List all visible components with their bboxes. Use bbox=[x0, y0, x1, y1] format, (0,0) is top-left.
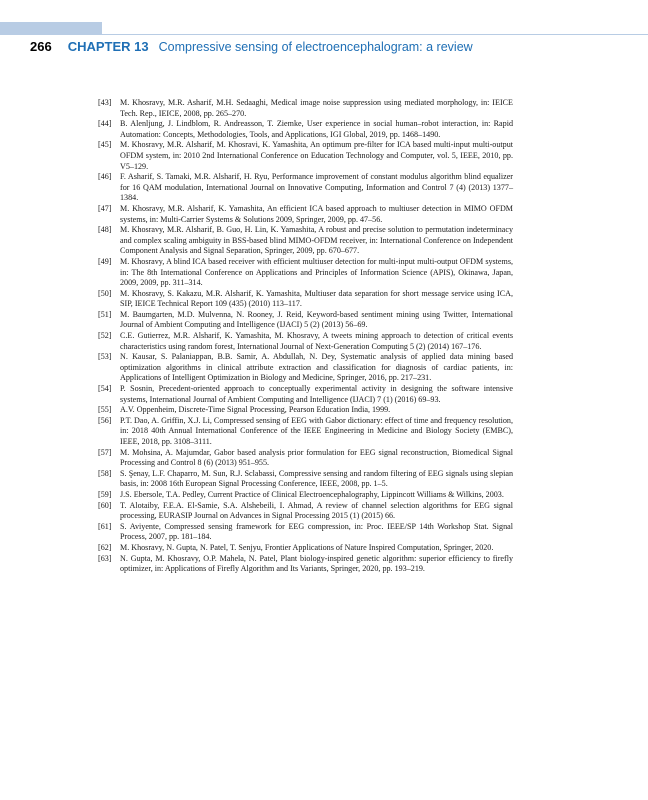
reference-text: M. Khosravy, M.R. Alsharif, B. Guo, H. Lin, K. Yamashita, A robust and precise solution to permutation indeterminacy and complex scaling ambiguity in BSS-based blind MIMO-OFDM receiver, in: International Conference on Independent Component Analysis and Signal Separation, Springer, 2009, pp. 670–677. bbox=[120, 225, 513, 256]
reference-number: [44] bbox=[98, 119, 112, 129]
reference-item bbox=[98, 225, 513, 257]
reference-number: [57] bbox=[98, 447, 112, 457]
reference-number: [54] bbox=[98, 384, 112, 394]
reference-text: M. Khosravy, A blind ICA based receiver with efficient multiuser detection for multi-input multi-output OFDM systems, in: The 8th International Conference on Applications and Principles of Information Science (APIS), Okinawa, Japan, 2009, 2009, pp. 311–314. bbox=[120, 256, 513, 288]
reference-text: B. Alenljung, J. Lindblom, R. Andreasson, T. Ziemke, User experience in social human–robot interaction, in: Rapid Automation: Concepts, Methodologies, Tools, and Applications, IGI Global, 2019, pp. 1468–1490. bbox=[120, 119, 513, 139]
reference-text: M. Khosravy, M.R. Asharif, M.H. Sedaaghi, Medical image noise suppression using mediated morphology, in: IEICE Tech. Rep., IEICE, 2008, pp. 265–270. bbox=[120, 98, 513, 118]
reference-item bbox=[98, 522, 513, 543]
reference-item bbox=[98, 204, 513, 225]
reference-number: [62] bbox=[98, 542, 112, 552]
reference-text: F. Asharif, S. Tamaki, M.R. Alsharif, H. Ryu, Performance improvement of constant modulus algorithm blind equalizer for 16 QAM modulation, International Journal on Innovative Computing, Information and Control 7 (4) (2013) 1377–1384. bbox=[120, 172, 513, 203]
reference-number: [63] bbox=[98, 553, 112, 563]
reference-number: [55] bbox=[98, 405, 112, 415]
reference-number: [43] bbox=[98, 98, 112, 107]
reference-list bbox=[98, 98, 513, 575]
reference-number: [51] bbox=[98, 309, 112, 319]
reference-number: [47] bbox=[98, 203, 112, 213]
reference-item bbox=[98, 257, 513, 289]
reference-item bbox=[98, 289, 513, 310]
reference-number: [48] bbox=[98, 225, 112, 235]
reference-number: [52] bbox=[98, 331, 112, 341]
header-rule bbox=[102, 34, 648, 35]
reference-item bbox=[98, 172, 513, 204]
reference-item bbox=[98, 405, 513, 416]
running-header bbox=[30, 38, 473, 56]
reference-text: S. Aviyente, Compressed sensing framework for EEG compression, in: Proc. IEEE/SP 14th Workshop Stat. Signal Process, 2007, pp. 181–184. bbox=[120, 521, 513, 542]
reference-number: [45] bbox=[98, 140, 112, 150]
reference-item bbox=[98, 98, 513, 119]
reference-number: [53] bbox=[98, 352, 112, 362]
reference-item bbox=[98, 469, 513, 490]
reference-number: [58] bbox=[98, 468, 112, 478]
reference-text: S. Şenay, L.F. Chaparro, M. Sun, R.J. Sclabassi, Compressive sensing and random filtering of EEG signals using slepian basis, in: 2008 16th European Signal Processing Conference, IEEE, 2008, pp. 1–5. bbox=[120, 468, 513, 489]
reference-item bbox=[98, 501, 513, 522]
reference-item bbox=[98, 490, 513, 501]
reference-text: N. Kausar, S. Palaniappan, B.B. Samir, A. Abdullah, N. Dey, Systematic analysis of applied data mining based optimization algorithms in clinical attribute extraction and classification for diagnosis of cardiac patients, in: Applications of Intelligent Optimization in Biology and Medicine, Springer, 2016, pp. 217–231. bbox=[120, 352, 513, 383]
reference-number: [60] bbox=[98, 500, 112, 510]
reference-item bbox=[98, 352, 513, 384]
reference-number: [59] bbox=[98, 489, 112, 499]
reference-text: M. Khosravy, M.R. Alsharif, M. Khosravi, K. Yamashita, An optimum pre-filter for ICA based multi-input multi-output OFDM system, in: 2010 2nd International Conference on Education Technology and Computer, vol. 5, IEEE, 2010, pp. V5–129. bbox=[120, 140, 513, 171]
reference-number: [50] bbox=[98, 288, 112, 298]
reference-text: P. Sosnin, Precedent-oriented approach to conceptually experimental activity in designing the software intensive systems, International Journal of Ambient Computing and Intelligence (IJACI) 7 (1) (2016) 69–93. bbox=[120, 384, 513, 404]
reference-text: N. Gupta, M. Khosravy, O.P. Mahela, N. Patel, Plant biology-inspired genetic algorithm: superior efficiency to firefly optimizer, in: Applications of Firefly Algorithm and Its Variants, Springer, 2020, pp. 193–219. bbox=[120, 553, 513, 574]
page-number: 266 bbox=[30, 39, 52, 54]
reference-text: J.S. Ebersole, T.A. Pedley, Current Practice of Clinical Electroencephalography, Lippincott Williams & Wilkins, 2003. bbox=[120, 489, 504, 499]
reference-number: [46] bbox=[98, 172, 112, 182]
reference-item bbox=[98, 119, 513, 140]
reference-text: M. Khosravy, M.R. Alsharif, K. Yamashita, An efficient ICA based approach to multiuser detection in MIMO OFDM systems, in: Multi-Carrier Systems & Solutions 2009, Springer, 2009, pp. 47–56. bbox=[120, 203, 513, 224]
reference-text: M. Khosravy, N. Gupta, N. Patel, T. Senjyu, Frontier Applications of Nature Inspired Computation, Springer, 2020. bbox=[120, 542, 494, 552]
reference-item bbox=[98, 140, 513, 172]
reference-text: M. Baumgarten, M.D. Mulvenna, N. Rooney, J. Reid, Keyword-based sentiment mining using Twitter, International Journal of Ambient Computing and Intelligence (IJACI) 5 (2) (2013) 56–69. bbox=[120, 309, 513, 330]
reference-item bbox=[98, 310, 513, 331]
reference-text: A.V. Oppenheim, Discrete-Time Signal Processing, Pearson Education India, 1999. bbox=[120, 405, 391, 415]
reference-text: P.T. Dao, A. Griffin, X.J. Li, Compressed sensing of EEG with Gabor dictionary: effect of time and frequency resolution, in: 2018 40th Annual International Conference of the IEEE Engineering in Medicine and Biology Society (EMBC), IEEE, 2018, pp. 3108–3111. bbox=[120, 415, 513, 446]
reference-text: C.E. Gutierrez, M.R. Alsharif, K. Yamashita, M. Khosravy, A tweets mining approach to detection of critical events characteristics using random forest, International Journal of Next-Generation Computing 5 (2) (2014) 167–176. bbox=[120, 331, 513, 351]
reference-item bbox=[98, 331, 513, 352]
reference-item bbox=[98, 384, 513, 405]
header-accent-bar bbox=[0, 22, 102, 35]
reference-number: [56] bbox=[98, 415, 112, 425]
reference-item bbox=[98, 554, 513, 575]
reference-text: M. Khosravy, S. Kakazu, M.R. Alsharif, K. Yamashita, Multiuser data separation for short message service using ICA, SIP, IEICE Technical Report 109 (435) (2010) 113–117. bbox=[120, 288, 513, 309]
reference-item bbox=[98, 543, 513, 554]
reference-text: T. Alotaiby, F.E.A. El-Samie, S.A. Alshebeili, I. Ahmad, A review of channel selection algorithms for EEG signal processing, EURASIP Journal on Advances in Signal Processing 2015 (1) (2015) 66. bbox=[120, 500, 513, 521]
chapter-label: CHAPTER 13 bbox=[67, 39, 149, 54]
chapter-title: Compressive sensing of electroencephalogram: a review bbox=[158, 40, 473, 54]
reference-number: [49] bbox=[98, 256, 112, 266]
reference-item bbox=[98, 448, 513, 469]
reference-text: M. Mohsina, A. Majumdar, Gabor based analysis prior formulation for EEG signal reconstruction, Biomedical Signal Processing and Control 8 (6) (2013) 951–955. bbox=[120, 447, 513, 468]
reference-item bbox=[98, 416, 513, 448]
reference-number: [61] bbox=[98, 521, 112, 531]
